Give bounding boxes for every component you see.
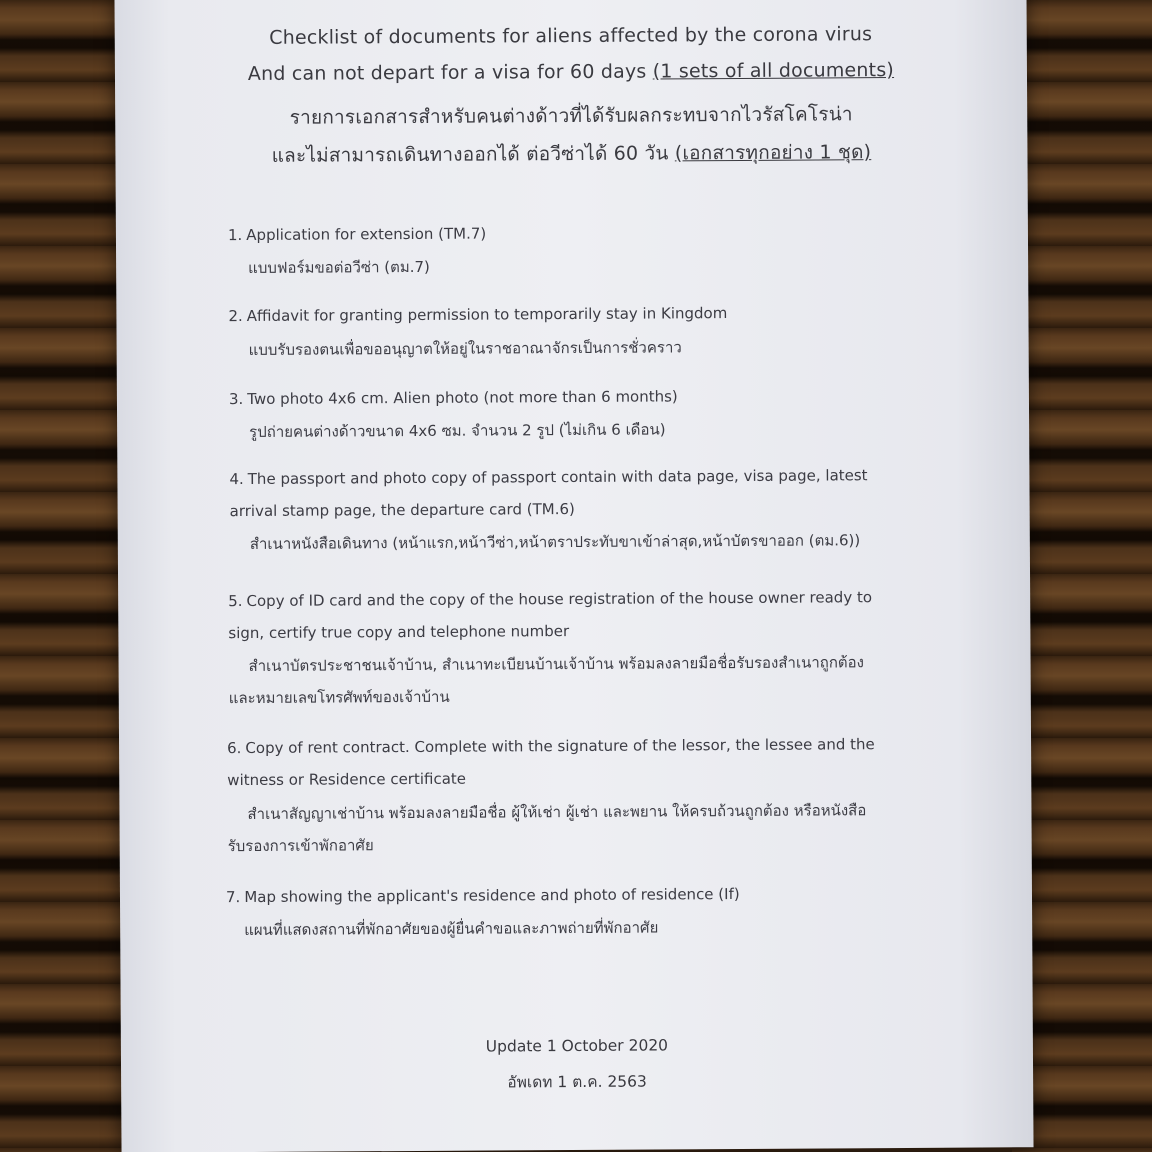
title-line-4-underlined: (เอกสารทุกอย่าง 1 ชุด): [674, 141, 872, 165]
item-5-number: 5.: [228, 592, 243, 611]
item-6-th-line2: รับรองการเข้าพักอาศัย: [227, 836, 374, 856]
item-5-en-text-1: Copy of ID card and the copy of the house registration of the house owner ready to: [246, 588, 873, 611]
item-1-en: [228, 225, 486, 245]
item-1-th: แบบฟอร์มขอต่อวีซ่า (ตม.7): [248, 257, 430, 277]
title-line-2-underlined: (1 sets of all documents): [652, 59, 895, 83]
item-6-en-text-1: Copy of rent contract. Complete with the signature of the lessor, the lessee and the: [245, 735, 875, 758]
item-6-en-line1: [227, 735, 875, 757]
title-line-2-main: And can not depart for a visa for 60 days: [247, 60, 653, 85]
item-1-en-text: Application for extension (TM.7): [246, 224, 487, 244]
title-line-3: รายการเอกสารสำหรับคนต่างด้าวที่ได้รับผลกระทบจากไวรัสโคโรน่า: [289, 103, 853, 129]
item-4-en-text-1: The passport and photo copy of passport contain with data page, visa page, latest: [247, 466, 868, 488]
item-6-number: 6.: [227, 739, 242, 758]
item-6-en-line2: witness or Residence certificate: [227, 769, 467, 790]
document-sheet: [114, 0, 1033, 1152]
item-7-en-text: Map showing the applicant's residence and photo of residence (If): [244, 884, 740, 907]
item-2-en-text: Affidavit for granting permission to temporarily stay in Kingdom: [246, 304, 728, 325]
title-line-1: Checklist of documents for aliens affected by the corona virus: [269, 23, 873, 49]
item-4-en-line2: arrival stamp page, the departure card (TM.6): [229, 499, 575, 521]
item-4-th: สำเนาหนังสือเดินทาง (หน้าแรก,หน้าวีซ่า,หน้าตราประทับขาเข้าล่าสุด,หน้าบัตรขาออก (ตม.6)): [249, 531, 861, 553]
title-line-4-main: และไม่สามารถเดินทางออกได้ ต่อวีซ่าได้ 60 วัน: [271, 142, 675, 167]
item-7-th: แผนที่แสดงสถานที่พักอาศัยของผู้ยื่นคำขอและภาพถ่ายที่พักอาศัย: [244, 918, 659, 940]
item-3-en-text: Two photo 4x6 cm. Alien photo (not more than 6 months): [247, 387, 678, 408]
item-2-number: 2.: [228, 307, 243, 326]
item-3-th: รูปถ่ายคนต่างด้าวขนาด 4x6 ซม. จำนวน 2 รูป (ไม่เกิน 6 เดือน): [249, 420, 666, 441]
item-4-en-line1: [229, 466, 867, 488]
item-1-number: 1.: [227, 226, 243, 245]
item-3-number: 3.: [228, 390, 244, 409]
footer-update-en: Update 1 October 2020: [485, 1036, 669, 1056]
title-line-4: [115, 136, 1027, 172]
footer-update-th: อัพเดท 1 ต.ค. 2563: [507, 1072, 647, 1092]
item-6-th-line1: สำเนาสัญญาเช่าบ้าน พร้อมลงลายมือชื่อ ผู้ให้เช่า ผู้เช่า และพยาน ให้ครบถ้วนถูกต้อง หรือหนังสือ: [247, 801, 867, 823]
item-2-th: แบบรับรองตนเพื่อขออนุญาตให้อยู่ในราชอาณาจักรเป็นการชั่วคราว: [248, 338, 682, 359]
item-5-en-line1: [228, 588, 872, 610]
item-7-number: 7.: [225, 888, 241, 907]
item-5-th-line1: สำเนาบัตรประชาชนเจ้าบ้าน, สำเนาทะเบียนบ้านเจ้าบ้าน พร้อมลงลายมือชื่อรับรองสำเนาถูกต้อง: [248, 653, 865, 675]
item-7-en: [226, 885, 740, 906]
item-4-number: 4.: [229, 470, 244, 489]
item-2-en: [228, 304, 727, 325]
title-line-2: [115, 58, 1027, 86]
item-5-en-line2: sign, certify true copy and telephone number: [228, 622, 570, 643]
item-3-en: [229, 387, 678, 408]
wood-table-right: [1012, 0, 1152, 1152]
item-5-th-line2: และหมายเลขโทรศัพท์ของเจ้าบ้าน: [228, 687, 450, 708]
